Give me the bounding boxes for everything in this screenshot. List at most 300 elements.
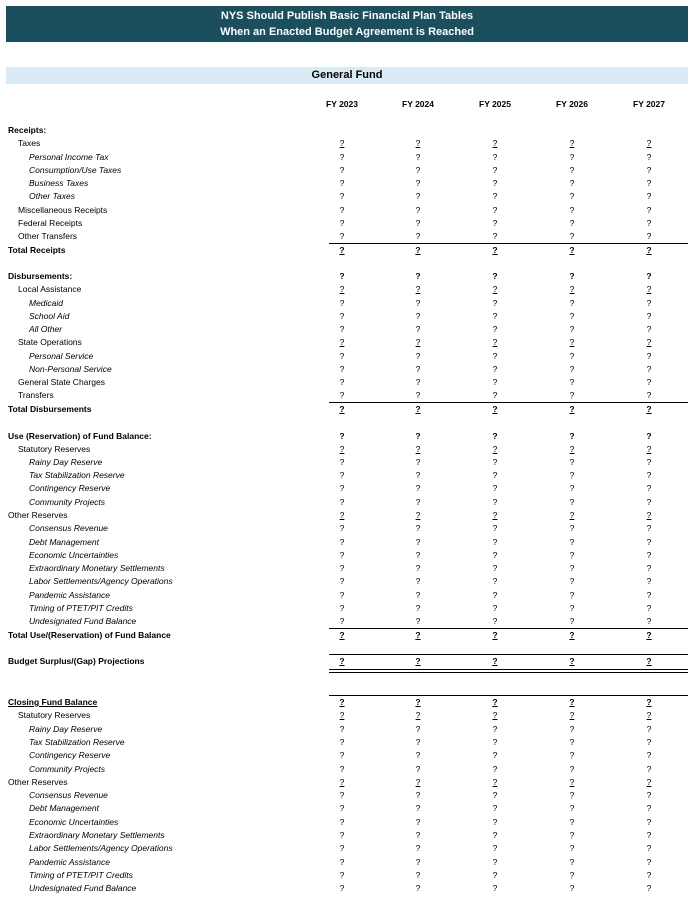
value-cell: ? [492,138,498,148]
row-label: Other Transfers [18,231,78,241]
value-cell: ? [569,311,575,321]
value-cell: ? [415,537,421,547]
table-row [0,869,698,882]
row-label: Economic Uncertainties [29,817,119,827]
value-cell: ? [415,563,421,573]
table-row [0,736,698,749]
double-rule [329,669,688,670]
value-cell: ? [339,364,345,374]
value-cell: ? [646,231,652,241]
value-cell: ? [415,324,421,334]
value-cell: ? [569,537,575,547]
value-cell: ? [492,165,498,175]
value-cell: ? [339,390,345,400]
row-label: School Aid [29,311,70,321]
table-row [0,589,698,602]
row-label: Consumption/Use Taxes [29,165,122,175]
table-row [0,749,698,762]
year-header: FY 2024 [402,99,434,109]
value-cell: ? [339,656,345,666]
value-cell: ? [646,724,652,734]
value-cell: ? [569,245,575,255]
row-label: Debt Management [29,803,99,813]
table-row [0,297,698,310]
value-cell: ? [339,710,345,720]
value-cell: ? [646,245,652,255]
value-cell: ? [339,324,345,334]
row-label: Rainy Day Reserve [29,457,103,467]
value-cell: ? [646,404,652,414]
value-cell: ? [339,883,345,893]
value-cell: ? [415,152,421,162]
row-label: General State Charges [18,377,105,387]
row-label: Timing of PTET/PIT Credits [29,870,133,880]
value-cell: ? [646,656,652,666]
value-cell: ? [646,377,652,387]
value-cell: ? [415,205,421,215]
row-label: Use (Reservation) of Fund Balance: [8,431,152,441]
value-cell: ? [339,697,345,707]
value-cell: ? [569,550,575,560]
value-cell: ? [492,271,498,281]
value-cell: ? [569,138,575,148]
table-row [0,403,698,416]
value-cell: ? [415,630,421,640]
value-cell: ? [646,337,652,347]
value-cell: ? [492,724,498,734]
value-cell: ? [492,777,498,787]
value-cell: ? [569,152,575,162]
value-cell: ? [415,165,421,175]
value-cell: ? [339,271,345,281]
value-cell: ? [415,191,421,201]
value-cell: ? [492,404,498,414]
value-cell: ? [492,457,498,467]
value-cell: ? [339,231,345,241]
value-cell: ? [339,777,345,787]
row-label: Business Taxes [29,178,89,188]
value-cell: ? [339,457,345,467]
value-cell: ? [569,803,575,813]
value-cell: ? [569,298,575,308]
value-cell: ? [646,737,652,747]
value-cell: ? [492,616,498,626]
value-cell: ? [339,497,345,507]
row-label: Miscellaneous Receipts [18,205,108,215]
value-cell: ? [569,857,575,867]
row-label: Other Taxes [29,191,75,201]
value-cell: ? [569,590,575,600]
value-cell: ? [492,817,498,827]
value-cell: ? [492,697,498,707]
value-cell: ? [415,178,421,188]
table-row [0,723,698,736]
value-cell: ? [415,470,421,480]
value-cell: ? [492,178,498,188]
row-label: Contingency Reserve [29,750,111,760]
value-cell: ? [492,377,498,387]
row-label: Closing Fund Balance [8,697,98,707]
value-cell: ? [339,404,345,414]
value-cell: ? [492,351,498,361]
value-cell: ? [415,590,421,600]
table-row [0,802,698,815]
value-cell: ? [339,431,345,441]
table-row [0,124,698,137]
value-cell: ? [569,870,575,880]
table-row [0,536,698,549]
value-cell: ? [492,191,498,201]
value-cell: ? [492,483,498,493]
value-cell: ? [569,271,575,281]
value-cell: ? [492,152,498,162]
value-cell: ? [415,830,421,840]
value-cell: ? [492,790,498,800]
row-label: Transfers [18,390,54,400]
row-label: Contingency Reserve [29,483,111,493]
row-label: Local Assistance [18,284,82,294]
row-label: Debt Management [29,537,99,547]
value-cell: ? [569,576,575,586]
value-cell: ? [492,764,498,774]
value-cell: ? [569,697,575,707]
table-row [0,430,698,443]
row-label: Labor Settlements/Agency Operations [29,843,173,853]
value-cell: ? [492,803,498,813]
value-cell: ? [569,630,575,640]
value-cell: ? [492,537,498,547]
value-cell: ? [339,444,345,454]
value-cell: ? [646,470,652,480]
value-cell: ? [492,324,498,334]
value-cell: ? [339,351,345,361]
row-label: Economic Uncertainties [29,550,119,560]
value-cell: ? [339,803,345,813]
value-cell: ? [339,563,345,573]
value-cell: ? [339,857,345,867]
value-cell: ? [339,630,345,640]
row-label: Rainy Day Reserve [29,724,103,734]
row-label: Federal Receipts [18,218,83,228]
value-cell: ? [339,523,345,533]
row-label: Extraordinary Monetary Settlements [29,830,165,840]
value-cell: ? [646,390,652,400]
value-cell: ? [415,444,421,454]
value-cell: ? [339,576,345,586]
value-cell: ? [646,284,652,294]
fund-title: General Fund [6,67,688,84]
value-cell: ? [415,510,421,520]
value-cell: ? [569,497,575,507]
row-label: Other Reserves [8,777,68,787]
table-row [0,882,698,895]
value-cell: ? [646,857,652,867]
value-cell: ? [415,576,421,586]
value-cell: ? [492,337,498,347]
value-cell: ? [646,576,652,586]
year-header: FY 2026 [556,99,588,109]
value-cell: ? [492,830,498,840]
value-cell: ? [415,271,421,281]
row-label: Personal Service [29,351,94,361]
value-cell: ? [646,750,652,760]
value-cell: ? [569,777,575,787]
table-row [0,602,698,615]
value-cell: ? [569,737,575,747]
value-cell: ? [569,603,575,613]
value-cell: ? [569,483,575,493]
value-cell: ? [646,630,652,640]
value-cell: ? [339,165,345,175]
value-cell: ? [415,724,421,734]
row-label: Tax Stabilization Reserve [29,737,125,747]
value-cell: ? [646,483,652,493]
value-cell: ? [492,523,498,533]
value-cell: ? [569,470,575,480]
value-cell: ? [646,324,652,334]
table-row [0,164,698,177]
value-cell: ? [415,616,421,626]
value-cell: ? [646,790,652,800]
value-cell: ? [492,311,498,321]
value-cell: ? [569,337,575,347]
value-cell: ? [339,205,345,215]
table-row [0,856,698,869]
value-cell: ? [492,883,498,893]
value-cell: ? [646,165,652,175]
value-cell: ? [415,311,421,321]
value-cell: ? [415,483,421,493]
row-label: State Operations [18,337,82,347]
value-cell: ? [339,298,345,308]
value-cell: ? [492,576,498,586]
value-cell: ? [415,377,421,387]
value-cell: ? [569,750,575,760]
row-label: Consensus Revenue [29,523,108,533]
value-cell: ? [415,817,421,827]
value-cell: ? [646,457,652,467]
value-cell: ? [569,764,575,774]
value-cell: ? [569,790,575,800]
value-cell: ? [646,603,652,613]
value-cell: ? [415,218,421,228]
value-cell: ? [569,351,575,361]
table-row [0,204,698,217]
value-cell: ? [492,590,498,600]
value-cell: ? [492,298,498,308]
value-cell: ? [339,537,345,547]
value-cell: ? [569,724,575,734]
value-cell: ? [646,817,652,827]
row-label: Receipts: [8,125,47,135]
value-cell: ? [646,271,652,281]
value-cell: ? [339,483,345,493]
value-cell: ? [569,390,575,400]
table-row [0,575,698,588]
value-cell: ? [339,764,345,774]
value-cell: ? [339,790,345,800]
value-cell: ? [339,470,345,480]
value-cell: ? [492,750,498,760]
value-cell: ? [415,457,421,467]
value-cell: ? [646,311,652,321]
value-cell: ? [646,444,652,454]
row-label: Statutory Reserves [18,444,91,454]
value-cell: ? [646,764,652,774]
value-cell: ? [569,616,575,626]
value-cell: ? [646,870,652,880]
value-cell: ? [492,656,498,666]
value-cell: ? [569,205,575,215]
row-label: Statutory Reserves [18,710,91,720]
table-row [0,509,698,522]
value-cell: ? [339,737,345,747]
value-cell: ? [492,218,498,228]
row-label: Total Disbursements [8,404,92,414]
row-label: Disbursements: [8,271,73,281]
table-row [0,350,698,363]
value-cell: ? [646,697,652,707]
value-cell: ? [492,737,498,747]
value-cell: ? [339,152,345,162]
row-label: Community Projects [29,497,106,507]
value-cell: ? [569,656,575,666]
value-cell: ? [492,245,498,255]
table-row [0,137,698,150]
value-cell: ? [339,377,345,387]
row-label: Other Reserves [8,510,68,520]
row-label: Personal Income Tax [29,152,109,162]
value-cell: ? [415,351,421,361]
value-cell: ? [569,404,575,414]
value-cell: ? [339,830,345,840]
row-label: Consensus Revenue [29,790,108,800]
value-cell: ? [646,590,652,600]
value-cell: ? [415,245,421,255]
table-row [0,469,698,482]
table-row [0,376,698,389]
table-row [0,615,698,628]
value-cell: ? [646,152,652,162]
table-row [0,456,698,469]
value-cell: ? [569,523,575,533]
value-cell: ? [569,830,575,840]
table-row [0,629,698,642]
value-cell: ? [646,710,652,720]
value-cell: ? [339,843,345,853]
table-row [0,562,698,575]
row-label: Total Use/(Reservation) of Fund Balance [8,630,171,640]
value-cell: ? [339,603,345,613]
value-cell: ? [646,431,652,441]
row-label: Taxes [18,138,41,148]
value-cell: ? [646,843,652,853]
year-header: FY 2025 [479,99,511,109]
value-cell: ? [415,870,421,880]
table-row [0,363,698,376]
value-cell: ? [415,523,421,533]
row-label: Extraordinary Monetary Settlements [29,563,165,573]
value-cell: ? [339,284,345,294]
value-cell: ? [415,857,421,867]
value-cell: ? [569,843,575,853]
value-cell: ? [646,616,652,626]
value-cell: ? [646,777,652,787]
value-cell: ? [339,817,345,827]
value-cell: ? [492,205,498,215]
value-cell: ? [569,817,575,827]
value-cell: ? [339,724,345,734]
table-row [0,709,698,722]
table-row [0,336,698,349]
value-cell: ? [415,431,421,441]
row-label: Non-Personal Service [29,364,112,374]
value-cell: ? [569,710,575,720]
value-cell: ? [646,550,652,560]
value-cell: ? [415,656,421,666]
title-banner [6,6,688,42]
double-rule [329,672,688,673]
value-cell: ? [646,803,652,813]
value-cell: ? [646,563,652,573]
value-cell: ? [569,324,575,334]
table-row [0,829,698,842]
value-cell: ? [415,764,421,774]
value-cell: ? [569,165,575,175]
value-cell: ? [339,337,345,347]
table-row [0,323,698,336]
row-label: Undesignated Fund Balance [29,883,137,893]
value-cell: ? [569,231,575,241]
value-cell: ? [646,178,652,188]
value-cell: ? [415,750,421,760]
value-cell: ? [569,284,575,294]
value-cell: ? [492,550,498,560]
table-row [0,283,698,296]
value-cell: ? [492,470,498,480]
table-row [0,496,698,509]
value-cell: ? [646,351,652,361]
year-header: FY 2027 [633,99,665,109]
value-cell: ? [646,497,652,507]
value-cell: ? [415,697,421,707]
value-cell: ? [415,497,421,507]
value-cell: ? [492,510,498,520]
value-cell: ? [339,870,345,880]
value-cell: ? [415,138,421,148]
row-label: Medicaid [29,298,64,308]
value-cell: ? [569,510,575,520]
value-cell: ? [569,457,575,467]
value-cell: ? [646,883,652,893]
table-row [0,443,698,456]
row-label: Pandemic Assistance [29,857,110,867]
row-label: Community Projects [29,764,106,774]
value-cell: ? [492,364,498,374]
table-row [0,177,698,190]
value-cell: ? [646,218,652,228]
value-cell: ? [646,364,652,374]
value-cell: ? [339,616,345,626]
value-cell: ? [415,364,421,374]
value-cell: ? [569,444,575,454]
value-cell: ? [569,563,575,573]
title-line-2: When an Enacted Budget Agreement is Reached [220,26,474,38]
value-cell: ? [492,563,498,573]
value-cell: ? [339,245,345,255]
value-cell: ? [492,870,498,880]
value-cell: ? [415,603,421,613]
